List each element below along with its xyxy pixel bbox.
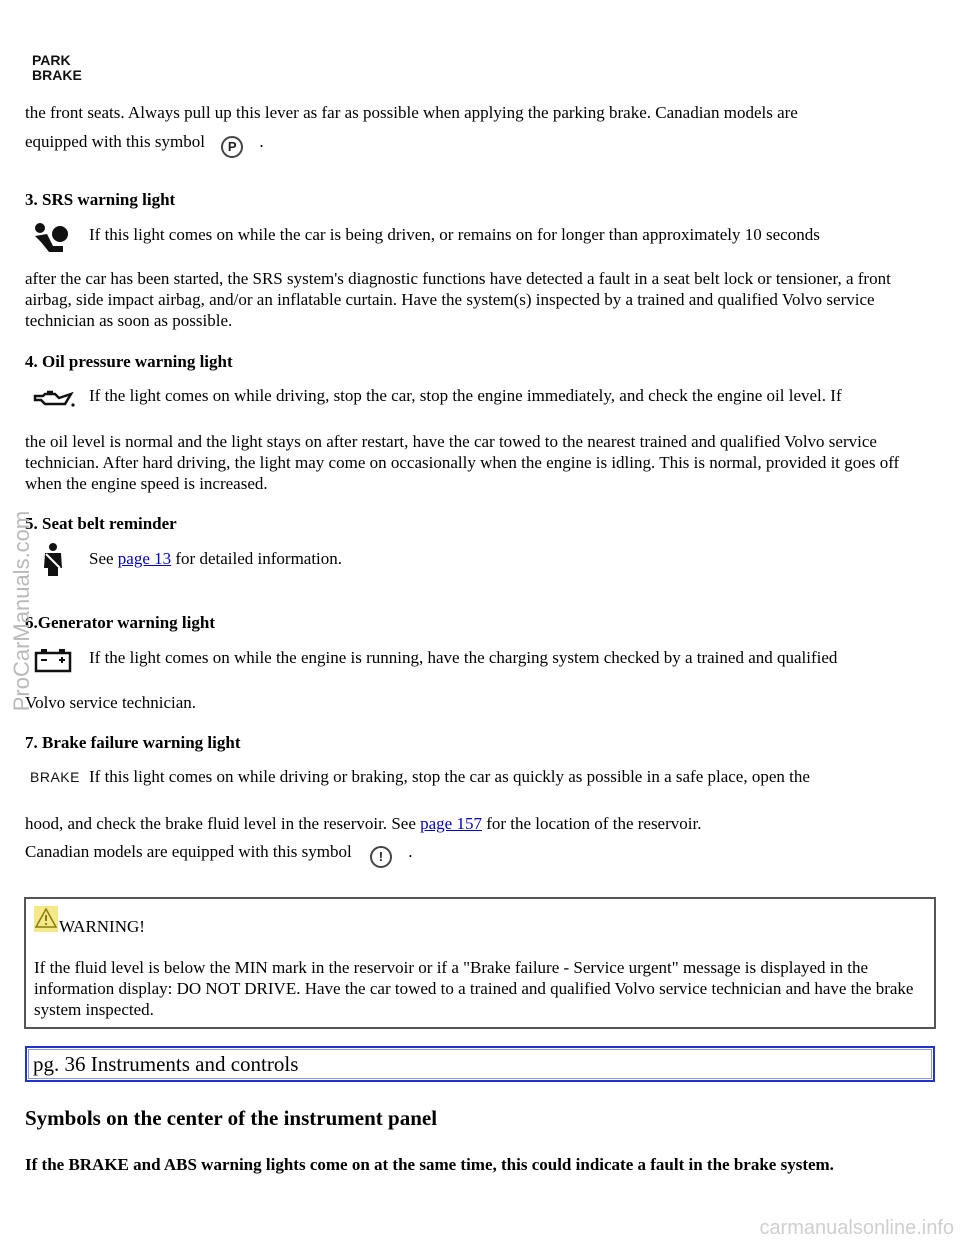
- brake-icon: BRAKE: [30, 769, 80, 785]
- battery-icon: [33, 648, 73, 674]
- intro-line2-prefix: equipped with this symbol: [25, 132, 205, 151]
- intro-line2-suffix: .: [259, 132, 264, 151]
- generator-heading: 6.Generator warning light: [25, 613, 215, 632]
- brake-line3-suffix: .: [408, 842, 413, 861]
- side-watermark: ProCarManuals.com: [9, 510, 34, 712]
- brake-heading: 7. Brake failure warning light: [25, 733, 241, 752]
- warning-title: WARNING!: [59, 917, 145, 936]
- brake-line3: [25, 841, 937, 864]
- oil-first-line: If the light comes on while driving, stop the car, stop the engine immediately, and check the engine oil level. If: [89, 386, 842, 405]
- intro-line2: [25, 131, 937, 154]
- seatbelt-icon: [40, 542, 66, 578]
- seatbelt-line: [89, 548, 939, 569]
- seatbelt-see: See: [89, 549, 114, 568]
- srs-first-line: If this light comes on while the car is being driven, or remains on for longer than approximately 10 seconds: [89, 225, 820, 244]
- generator-first-line: If the light comes on while the engine is running, have the charging system checked by a trained and qualified: [89, 648, 838, 667]
- oil-can-icon: [33, 388, 75, 410]
- oil-heading: 4. Oil pressure warning light: [25, 352, 233, 371]
- brake-line2-prefix: hood, and check the brake fluid level in the reservoir. See: [25, 814, 416, 833]
- seatbelt-rest: for detailed information.: [175, 549, 343, 568]
- srs-body: after the car has been started, the SRS system's diagnostic functions have detected a fault in a seat belt lock or tensioner, a front airbag, side impact airbag, and/or an inflatable curtain. Have the system(s) inspected by a trained and qualified Volvo service technician as soon as possible.: [25, 269, 891, 330]
- brake-first-line: If this light comes on while driving or braking, stop the car as quickly as possible in a safe place, open the: [89, 767, 810, 786]
- generator-body: Volvo service technician.: [25, 693, 197, 712]
- section-subtitle: If the BRAKE and ABS warning lights come on at the same time, this could indicate a fault in the brake system.: [25, 1155, 834, 1174]
- bottom-watermark: carmanualsonline.info: [759, 1217, 954, 1239]
- intro-line1: the front seats. Always pull up this lever as far as possible when applying the parking brake. Canadian models are: [25, 103, 798, 122]
- srs-heading: 3. SRS warning light: [25, 190, 176, 209]
- warning-body: If the fluid level is below the MIN mark in the reservoir or if a "Brake failure - Service urgent" message is displayed in the information display: DO NOT DRIVE. Have the car towed to a trained and qualified Volvo service technician and have the brake system inspected.: [34, 958, 914, 1019]
- brake-page-link[interactable]: page 157: [420, 814, 482, 833]
- warning-triangle-icon: [34, 906, 58, 932]
- park-brake-icon: [32, 53, 82, 83]
- oil-body: the oil level is normal and the light stays on after restart, have the car towed to the nearest trained and qualified Volvo service technician. After hard driving, the light may come on occasionally when the engine is idling. This is normal, provided it goes off when the engine speed is increased.: [25, 432, 900, 493]
- brake-exclaim-icon: !: [370, 846, 392, 868]
- park-brake-icon-line2: BRAKE: [32, 67, 82, 83]
- seatbelt-page-link[interactable]: page 13: [117, 549, 172, 568]
- section-title: Symbols on the center of the instrument panel: [25, 1106, 438, 1130]
- parking-p-icon: P: [221, 136, 243, 158]
- page-footer-label: pg. 36 Instruments and controls: [33, 1052, 299, 1076]
- park-brake-icon-line1: PARK: [32, 52, 71, 68]
- brake-line2-suffix: for the location of the reservoir.: [486, 814, 702, 833]
- srs-airbag-icon: [33, 222, 71, 256]
- seatbelt-heading: 5. Seat belt reminder: [25, 514, 177, 533]
- brake-line2: [25, 813, 937, 834]
- brake-line3-prefix: Canadian models are equipped with this symbol: [25, 842, 352, 861]
